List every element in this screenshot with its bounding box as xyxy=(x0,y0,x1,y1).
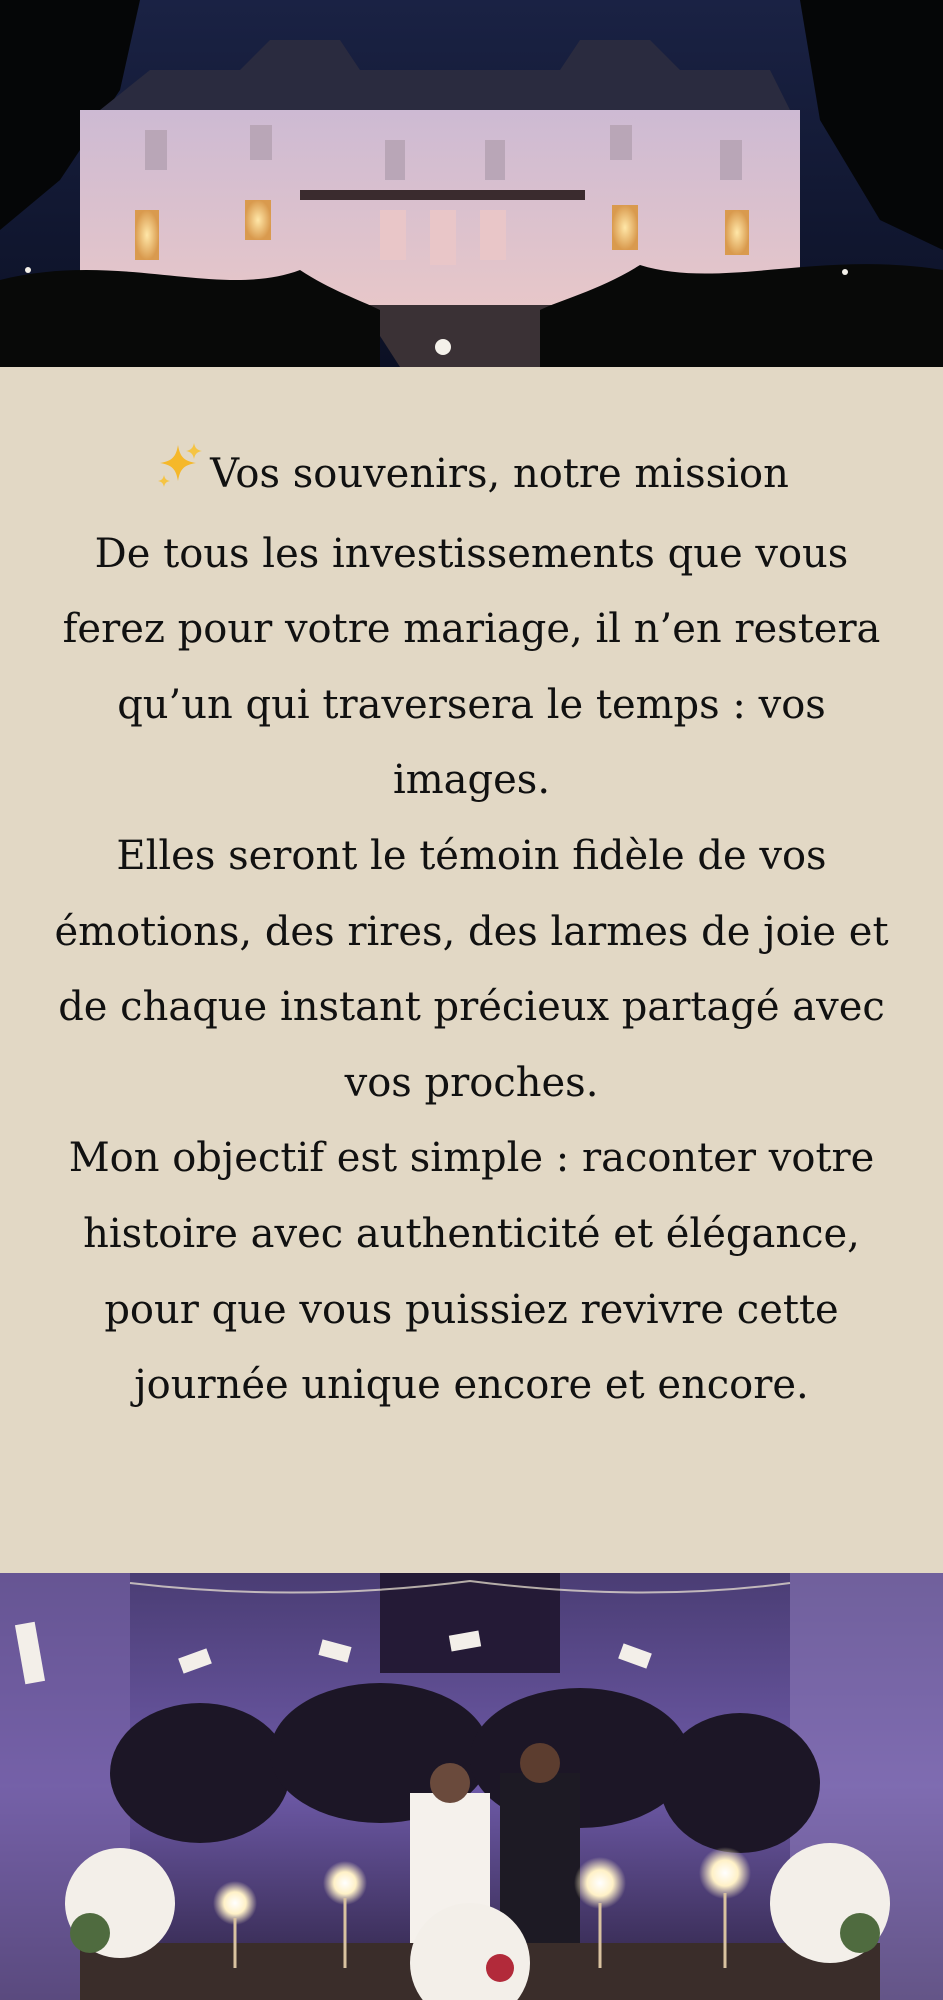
reception-illustration xyxy=(0,1573,943,2000)
mission-paragraph-1: De tous les investissements que vous ferez pour votre mariage, il n’en restera qu’un qui traversera le temps : vos images. xyxy=(62,530,881,804)
mission-paragraph-2: Elles seront le témoin fidèle de vos émotions, des rires, des larmes de joie et de chaque instant précieux partagé avec vos proches. xyxy=(54,832,889,1106)
mission-text-block xyxy=(40,437,903,1424)
mission-paragraph-3: Mon objectif est simple : raconter votre histoire avec authenticité et élégance, pour que vous puissiez revivre cette journée unique encore et encore. xyxy=(68,1135,875,1409)
chateau-night-photo xyxy=(0,0,943,367)
sparkles-icon xyxy=(154,441,204,517)
chateau-illustration xyxy=(0,0,943,367)
mission-title xyxy=(40,437,903,517)
mission-section xyxy=(0,367,943,1573)
mission-title-text: Vos souvenirs, notre mission xyxy=(210,451,789,497)
wedding-reception-photo xyxy=(0,1573,943,2000)
